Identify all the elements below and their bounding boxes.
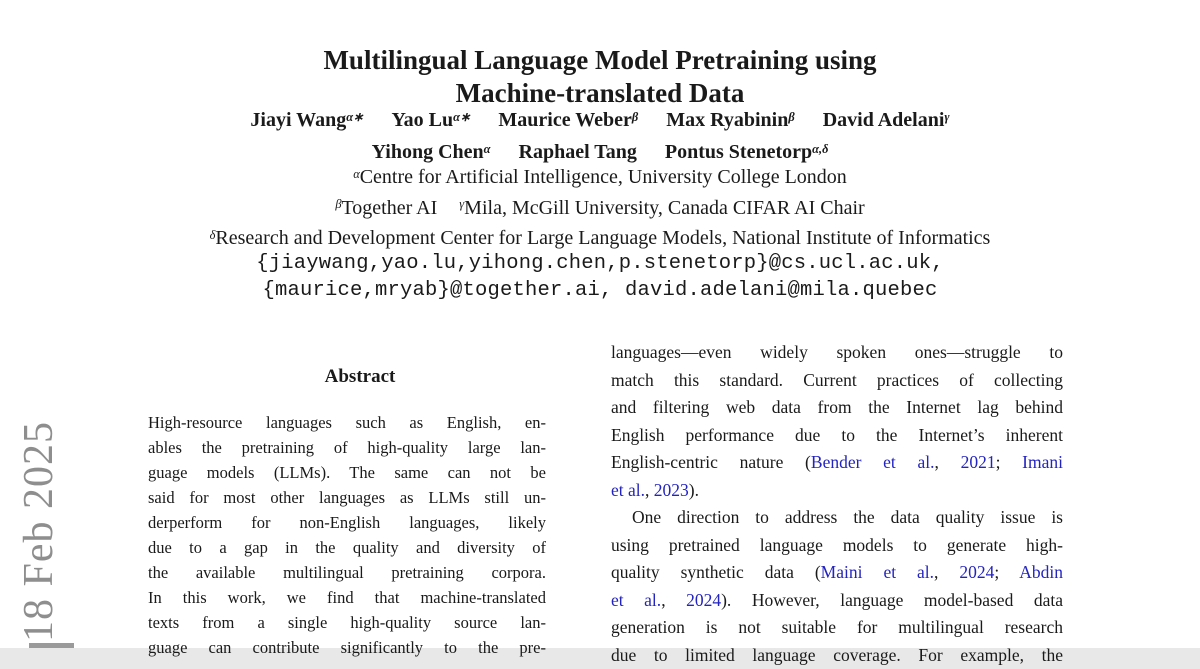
email-line: {jiaywang,yao.lu,yihong.chen,p.stenetorp}@cs.ucl.ac.uk, — [0, 250, 1200, 277]
citation-link[interactable]: 2023 — [654, 480, 689, 500]
author-name-text: Raphael Tang — [519, 141, 637, 163]
author-superscript: β — [632, 110, 638, 124]
citation-link[interactable]: et al. — [611, 590, 661, 610]
introduction-text — [611, 339, 1063, 669]
email-addresses — [0, 250, 1200, 304]
affiliation-superscript: β — [335, 197, 341, 211]
text-span: , — [645, 480, 654, 500]
abstract-line: ables the pretraining of high-quality large lan- — [148, 435, 546, 460]
arxiv-date-watermark: 18 Feb 2025 — [16, 421, 62, 642]
citation-link[interactable]: et al. — [611, 480, 645, 500]
affiliation-line — [0, 194, 1200, 225]
text-span: , — [934, 562, 959, 582]
author-superscript: α∗ — [346, 110, 363, 124]
text-span: quality synthetic data ( — [611, 562, 821, 582]
author-name — [391, 105, 470, 137]
author-name-text: Jiayi Wang — [250, 109, 346, 131]
paper-title — [0, 44, 1200, 110]
affiliation-text: Together AI — [341, 197, 437, 219]
abstract-line: texts from a single high-quality source lan- — [148, 610, 546, 635]
intro-line — [611, 394, 1063, 422]
intro-line — [611, 422, 1063, 450]
intro-line — [611, 587, 1063, 615]
intro-line — [611, 532, 1063, 560]
citation-link[interactable]: Maini et al. — [821, 562, 934, 582]
text-span: match this standard. Current practices of collecting — [611, 370, 1063, 390]
author-name-text: Pontus Stenetorp — [665, 141, 812, 163]
intro-line — [611, 559, 1063, 587]
affiliation — [353, 163, 847, 194]
text-span: , — [661, 590, 686, 610]
text-span: using pretrained language models to generate high- — [611, 535, 1063, 555]
citation-link[interactable]: Imani — [1022, 452, 1063, 472]
citation-link[interactable]: 2024 — [686, 590, 721, 610]
intro-line — [611, 642, 1063, 669]
text-span: and filtering web data from the Internet lag behind — [611, 397, 1063, 417]
text-span: One direction to address the data quality issue is — [632, 507, 1063, 527]
affiliation-text: Research and Development Center for Large Language Models, National Institute of Informatics — [215, 227, 990, 249]
text-span: ). — [689, 480, 699, 500]
affiliation-list — [0, 163, 1200, 255]
intro-line — [611, 449, 1063, 477]
abstract-line: the available multilingual pretraining corpora. — [148, 560, 546, 585]
text-span: , — [935, 452, 961, 472]
abstract-line: guage models (LLMs). The same can not be — [148, 460, 546, 485]
text-span: languages—even widely spoken ones—struggle to — [611, 342, 1063, 362]
title-line: Machine-translated Data — [0, 77, 1200, 110]
text-span: ; — [996, 452, 1023, 472]
abstract-line: In this work, we find that machine-translated — [148, 585, 546, 610]
author-superscript: β — [788, 110, 794, 124]
intro-line — [611, 339, 1063, 367]
abstract-line: due to a gap in the quality and diversity of — [148, 535, 546, 560]
citation-link[interactable]: 2021 — [961, 452, 996, 472]
author-superscript: α — [484, 142, 491, 156]
author-list — [0, 105, 1200, 169]
abstract-line: High-resource languages such as English, en- — [148, 410, 546, 435]
affiliation-superscript: α — [353, 167, 360, 181]
affiliation-superscript: δ — [210, 228, 216, 242]
text-span: ). However, language model-based data — [721, 590, 1063, 610]
email-line: {maurice,mryab}@together.ai, david.adelani@mila.quebec — [0, 277, 1200, 304]
abstract-line: said for most other languages as LLMs still un- — [148, 485, 546, 510]
citation-link[interactable]: 2024 — [959, 562, 994, 582]
intro-line — [611, 614, 1063, 642]
author-name-text: David Adelani — [823, 109, 945, 131]
text-span: ; — [994, 562, 1019, 582]
text-span: English performance due to the Internet’s inherent — [611, 425, 1063, 445]
author-row — [0, 105, 1200, 137]
title-line: Multilingual Language Model Pretraining using — [0, 44, 1200, 77]
abstract-line: derperform for non-English languages, likely — [148, 510, 546, 535]
author-name-text: Yao Lu — [391, 109, 453, 131]
abstract-text — [148, 410, 546, 660]
author-name — [666, 105, 794, 137]
abstract-heading: Abstract — [160, 366, 560, 388]
author-superscript: α∗ — [453, 110, 470, 124]
author-name-text: Yihong Chen — [372, 141, 484, 163]
author-name-text: Maurice Weber — [498, 109, 631, 131]
author-name — [250, 105, 363, 137]
affiliation — [459, 194, 864, 225]
text-span: due to limited language coverage. For example, the — [611, 645, 1063, 665]
author-name — [498, 105, 638, 137]
author-superscript: γ — [944, 110, 949, 124]
intro-line — [611, 367, 1063, 395]
affiliation-text: Centre for Artificial Intelligence, University College London — [360, 166, 847, 188]
affiliation-text: Mila, McGill University, Canada CIFAR AI Chair — [464, 197, 865, 219]
affiliation-line — [0, 163, 1200, 194]
affiliation — [335, 194, 437, 225]
arxiv-watermark-clipped-fragment — [29, 643, 74, 648]
citation-link[interactable]: Bender et al. — [811, 452, 935, 472]
author-name — [823, 105, 950, 137]
author-name-text: Max Ryabinin — [666, 109, 788, 131]
text-span: English-centric nature ( — [611, 452, 811, 472]
intro-line — [611, 477, 1063, 505]
affiliation-superscript: γ — [459, 197, 464, 211]
author-superscript: α,δ — [812, 142, 828, 156]
text-span: generation is not suitable for multilingual research — [611, 617, 1063, 637]
abstract-line: guage can contribute significantly to the pre- — [148, 635, 546, 660]
intro-line — [611, 504, 1063, 532]
citation-link[interactable]: Abdin — [1019, 562, 1063, 582]
